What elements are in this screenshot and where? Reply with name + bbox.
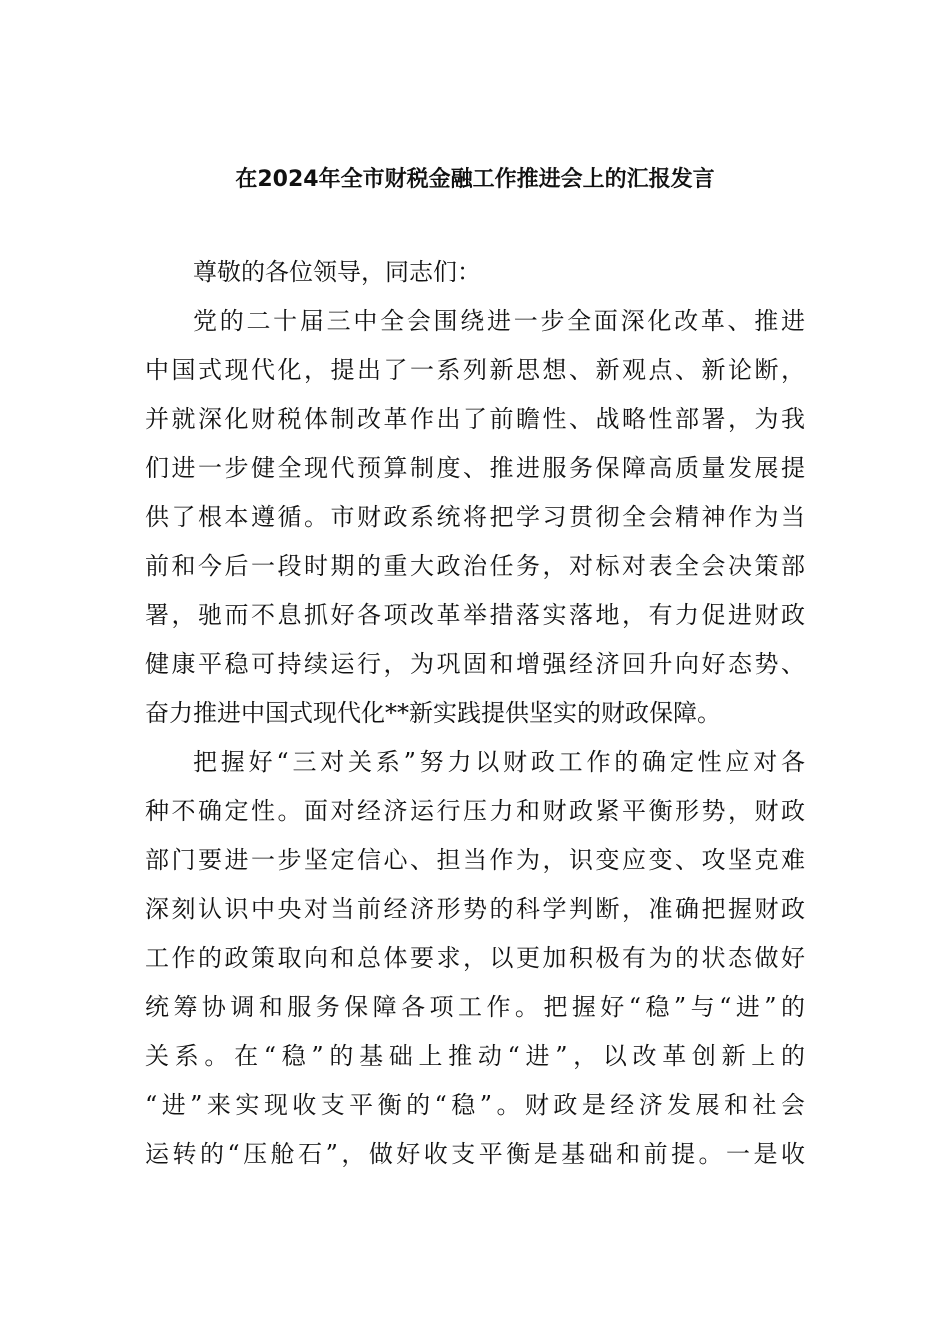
document-body	[145, 248, 805, 1179]
paragraph-1-line-7: 署，驰而不息抓好各项改革举措落实落地，有力促进财政	[145, 601, 805, 629]
paragraph-2-line-8: “进”来实现收支平衡的“稳”。财政是经济发展和社会	[145, 1091, 805, 1119]
paragraph-1-line-8: 健康平稳可持续运行，为巩固和增强经济回升向好态势、	[145, 650, 805, 678]
paragraph-1-line-2: 中国式现代化，提出了一系列新思想、新观点、新论断，	[145, 356, 805, 384]
paragraph-2-line-7: 关系。在“稳”的基础上推动“进”，以改革创新上的	[145, 1042, 805, 1070]
document-title: 在2024年全市财税金融工作推进会上的汇报发言	[235, 167, 715, 192]
paragraph-2-line-9: 运转的“压舱石”，做好收支平衡是基础和前提。一是收	[145, 1140, 805, 1168]
paragraph-1-line-9: 奋力推进中国式现代化**新实践提供坚实的财政保障。	[145, 699, 721, 727]
paragraph-2-line-2: 种不确定性。面对经济运行压力和财政紧平衡形势，财政	[145, 797, 805, 825]
paragraph-2-line-5: 工作的政策取向和总体要求，以更加积极有为的状态做好	[145, 944, 805, 972]
paragraph-2-line-4: 深刻认识中央对当前经济形势的科学判断，准确把握财政	[145, 895, 805, 923]
paragraph-1-line-1: 党的二十届三中全会围绕进一步全面深化改革、推进	[193, 307, 805, 335]
paragraph-2-line-3: 部门要进一步坚定信心、担当作为，识变应变、攻坚克难	[145, 846, 805, 874]
paragraph-2-line-1: 把握好“三对关系”努力以财政工作的确定性应对各	[193, 748, 805, 776]
paragraph-1-line-3: 并就深化财税体制改革作出了前瞻性、战略性部署，为我	[145, 405, 805, 433]
paragraph-1-line-4: 们进一步健全现代预算制度、推进服务保障高质量发展提	[145, 454, 805, 482]
paragraph-1-line-5: 供了根本遵循。市财政系统将把学习贯彻全会精神作为当	[145, 503, 805, 531]
paragraph-1-line-6: 前和今后一段时期的重大政治任务，对标对表全会决策部	[145, 552, 805, 580]
salutation-line: 尊敬的各位领导，同志们：	[193, 258, 481, 286]
paragraph-2-line-6: 统筹协调和服务保障各项工作。把握好“稳”与“进”的	[145, 993, 805, 1021]
